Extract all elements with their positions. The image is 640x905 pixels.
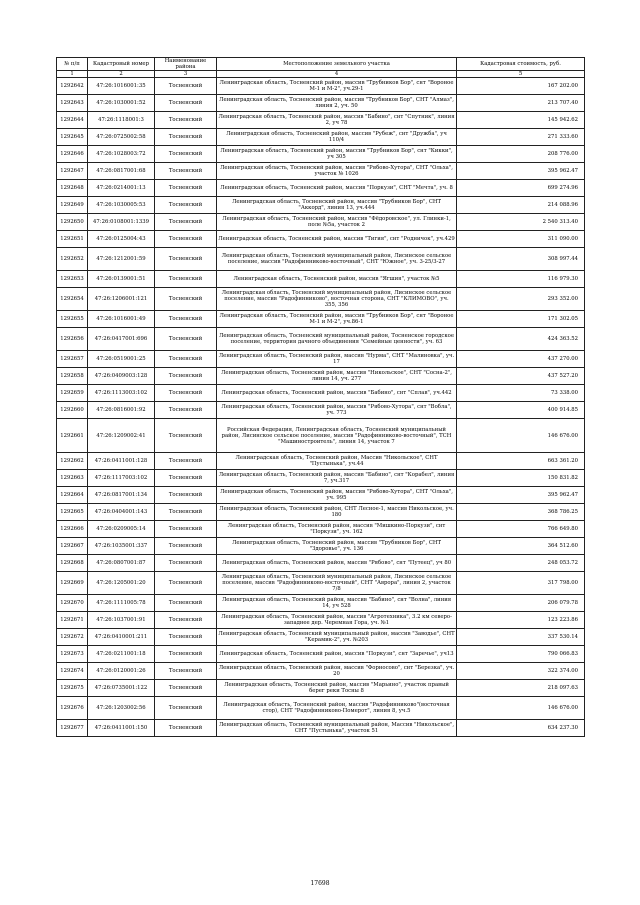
cadastral-value: 150 831.82 xyxy=(457,470,585,487)
table-row xyxy=(57,78,585,95)
cadastral-number: 47:26:0817001:68 xyxy=(88,163,155,180)
cadastral-value: 322 374.00 xyxy=(457,663,585,680)
location: Ленинградская область, Тосненский район, массив "Трубников Бор", снт "Вороное М-1 и М-2", уч.86-1 xyxy=(217,311,457,328)
table-row xyxy=(57,521,585,538)
district-name: Тосненский xyxy=(155,231,217,248)
cadastral-value: 116 979.30 xyxy=(457,271,585,288)
row-index: 1292645 xyxy=(57,129,88,146)
cadastral-number: 47:26:1035001:337 xyxy=(88,538,155,555)
district-name: Тосненский xyxy=(155,385,217,402)
cadastral-value: 311 090.00 xyxy=(457,231,585,248)
district-name: Тосненский xyxy=(155,95,217,112)
table-row xyxy=(57,248,585,271)
row-index: 1292665 xyxy=(57,504,88,521)
row-index: 1292668 xyxy=(57,555,88,572)
table-row xyxy=(57,146,585,163)
district-name: Тосненский xyxy=(155,470,217,487)
table-row xyxy=(57,368,585,385)
location: Ленинградская область, Тосненский район, массив "Бабино", снт "Волна", линия 14, уч 528 xyxy=(217,595,457,612)
table-row xyxy=(57,288,585,311)
row-index: 1292659 xyxy=(57,385,88,402)
table-row xyxy=(57,402,585,419)
row-index: 1292644 xyxy=(57,112,88,129)
cadastral-value: 146 676.00 xyxy=(457,419,585,453)
cadastral-value: 146 676.00 xyxy=(457,697,585,720)
cadastral-number: 47:26:1037001:91 xyxy=(88,612,155,629)
table-row xyxy=(57,538,585,555)
row-index: 1292677 xyxy=(57,720,88,737)
location: Ленинградская область, Тосненский район, массив "Трубников Бор", СНТ "Алмаз", линия 2, уч. 50 xyxy=(217,95,457,112)
location: Ленинградская область, Тосненский район, массив "Марьино", участок правый берег реки Тосны 8 xyxy=(217,680,457,697)
cadastral-number: 47:26:1205001:20 xyxy=(88,572,155,595)
cadastral-number: 47:26:1016001:49 xyxy=(88,311,155,328)
header-location: Местоположение земельного участка xyxy=(217,58,457,71)
district-name: Тосненский xyxy=(155,146,217,163)
cadastral-number: 47:26:0404001:143 xyxy=(88,504,155,521)
cadastral-value: 337 530.14 xyxy=(457,629,585,646)
district-name: Тосненский xyxy=(155,78,217,95)
district-name: Тосненский xyxy=(155,402,217,419)
row-index: 1292674 xyxy=(57,663,88,680)
cadastral-value: 208 776.00 xyxy=(457,146,585,163)
cadastral-value: 400 914.85 xyxy=(457,402,585,419)
location: Ленинградская область, Тосненский район, Массив "Никольское", СНТ "Пустынька", уч.44 xyxy=(217,453,457,470)
table-row xyxy=(57,680,585,697)
district-name: Тосненский xyxy=(155,663,217,680)
cadastral-number: 47:26:0409003:128 xyxy=(88,368,155,385)
location: Ленинградская область, Тосненский район, массив "Фёдоровское", ул. Глинки-1, поле №5а, участок 2 xyxy=(217,214,457,231)
district-name: Тосненский xyxy=(155,504,217,521)
location: Ленинградская область, Тосненский муниципальный район, Массив "Никольское", СНТ "Пустынька", участок 51 xyxy=(217,720,457,737)
row-index: 1292649 xyxy=(57,197,88,214)
table-row xyxy=(57,697,585,720)
table-row xyxy=(57,504,585,521)
column-number: 2 xyxy=(88,71,155,78)
district-name: Тосненский xyxy=(155,288,217,311)
cadastral-number: 47:26:1113003:102 xyxy=(88,385,155,402)
cadastral-value: 663 361.20 xyxy=(457,453,585,470)
row-index: 1292652 xyxy=(57,248,88,271)
cadastral-value: 308 997.44 xyxy=(457,248,585,271)
cadastral-number: 47:26:1117003:102 xyxy=(88,470,155,487)
row-index: 1292642 xyxy=(57,78,88,95)
table-row xyxy=(57,595,585,612)
cadastral-value: 73 338.00 xyxy=(457,385,585,402)
location: Ленинградская область, Тосненский район, массив "Рябово-Хутора", СНТ "Ольха", уч. 995 xyxy=(217,487,457,504)
table-row xyxy=(57,311,585,328)
cadastral-number: 47:26:0410001:211 xyxy=(88,629,155,646)
location: Ленинградская область, Тосненский район, массив "Тигия", снт "Родничок", уч.429 xyxy=(217,231,457,248)
location: Ленинградская область, Тосненский район, массив "Поркузи", СНТ "Мечта", уч. 8 xyxy=(217,180,457,197)
district-name: Тосненский xyxy=(155,595,217,612)
page-number: 17698 xyxy=(310,880,330,887)
location: Ленинградская область, Тосненский район, массив "Трубников Бор", снт "Кикки", уч 305 xyxy=(217,146,457,163)
district-name: Тосненский xyxy=(155,555,217,572)
cadastral-number: 47:26:0519001:25 xyxy=(88,351,155,368)
district-name: Тосненский xyxy=(155,112,217,129)
cadastral-value: 317 798.00 xyxy=(457,572,585,595)
table-body xyxy=(57,78,585,737)
table-row xyxy=(57,129,585,146)
location: Ленинградская область, Тосненский район, массив "Рубеж", снт "Дружба", уч 110/4 xyxy=(217,129,457,146)
cadastral-value: 206 079.78 xyxy=(457,595,585,612)
cadastral-number: 47:26:1212001:59 xyxy=(88,248,155,271)
cadastral-value: 218 097.63 xyxy=(457,680,585,697)
district-name: Тосненский xyxy=(155,612,217,629)
cadastral-number: 47:26:0108001:1339 xyxy=(88,214,155,231)
district-name: Тосненский xyxy=(155,248,217,271)
cadastral-number: 47:26:0816001:92 xyxy=(88,402,155,419)
row-index: 1292658 xyxy=(57,368,88,385)
location: Ленинградская область, Тосненский район, массив "Трубников Бор", СНТ "Аккорд", линия 13, уч.444 xyxy=(217,197,457,214)
row-index: 1292667 xyxy=(57,538,88,555)
table-row xyxy=(57,351,585,368)
row-index: 1292671 xyxy=(57,612,88,629)
table-row xyxy=(57,163,585,180)
cadastral-value: 395 962.47 xyxy=(457,163,585,180)
cadastral-number: 47:26:0139001:51 xyxy=(88,271,155,288)
district-name: Тосненский xyxy=(155,311,217,328)
cadastral-value: 2 540 313.40 xyxy=(457,214,585,231)
table-row xyxy=(57,385,585,402)
cadastral-number: 47:26:0417001:696 xyxy=(88,328,155,351)
location: Ленинградская область, Тосненский муниципальный район, Лисинское сельское поселение, массив "Радофинниково", восточная сторона, СНТ "КЛИМОВО", уч. 355, 356 xyxy=(217,288,457,311)
row-index: 1292657 xyxy=(57,351,88,368)
table-row xyxy=(57,555,585,572)
column-number: 3 xyxy=(155,71,217,78)
table-row xyxy=(57,231,585,248)
location: Ленинградская область, Тосненский муниципальный район, Лисинское сельское поселение, массив "Радофинниково-восточный", СНТ "Аврора", линия 2, участок 7/8 xyxy=(217,572,457,595)
location: Ленинградская область, Тосненский район, массив "Мишкино-Поркузи", снт "Поркузи", уч. 162 xyxy=(217,521,457,538)
header-cadastral-value: Кадастровая стоимость, руб. xyxy=(457,58,585,71)
cadastral-value: 248 053.72 xyxy=(457,555,585,572)
cadastral-number: 47:26:1030005:53 xyxy=(88,197,155,214)
row-index: 1292663 xyxy=(57,470,88,487)
district-name: Тосненский xyxy=(155,629,217,646)
row-index: 1292675 xyxy=(57,680,88,697)
cadastral-value: 766 649.80 xyxy=(457,521,585,538)
district-name: Тосненский xyxy=(155,680,217,697)
location: Ленинградская область, Тосненский район, массив "Никольское", СНТ "Сосна-2", линия 14, уч. 277 xyxy=(217,368,457,385)
location: Ленинградская область, Тосненский муниципальный район, массив "Заводье", СНТ "Керамик-2", уч. №203 xyxy=(217,629,457,646)
table-row xyxy=(57,572,585,595)
cadastral-number: 47:26:0214001:13 xyxy=(88,180,155,197)
row-index: 1292661 xyxy=(57,419,88,453)
district-name: Тосненский xyxy=(155,646,217,663)
cadastral-value: 271 333.60 xyxy=(457,129,585,146)
district-name: Тосненский xyxy=(155,180,217,197)
cadastral-value: 437 270.00 xyxy=(457,351,585,368)
cadastral-value: 171 302.05 xyxy=(457,311,585,328)
cadastral-number: 47:26:0411001:128 xyxy=(88,453,155,470)
district-name: Тосненский xyxy=(155,271,217,288)
cadastral-number: 47:26:0411001:150 xyxy=(88,720,155,737)
location: Ленинградская область, Тосненский район, массив "Рябово-Хутора", СНТ "Ольха", участок № 1026 xyxy=(217,163,457,180)
district-name: Тосненский xyxy=(155,487,217,504)
row-index: 1292648 xyxy=(57,180,88,197)
district-name: Тосненский xyxy=(155,697,217,720)
district-name: Тосненский xyxy=(155,197,217,214)
district-name: Тосненский xyxy=(155,419,217,453)
cadastral-value: 145 942.62 xyxy=(457,112,585,129)
cadastral-value: 790 066.83 xyxy=(457,646,585,663)
row-index: 1292666 xyxy=(57,521,88,538)
location: Ленинградская область, Тосненский район, массив "Трубников Бор", СНТ "Здоровье", уч. 136 xyxy=(217,538,457,555)
cadastral-value: 395 962.47 xyxy=(457,487,585,504)
location: Ленинградская область, Тосненский район, массив "Ягшия", участок №5 xyxy=(217,271,457,288)
row-index: 1292670 xyxy=(57,595,88,612)
row-index: 1292676 xyxy=(57,697,88,720)
cadastral-value-table xyxy=(56,57,585,737)
cadastral-value: 634 237.30 xyxy=(457,720,585,737)
cadastral-number: 47:26:1203002:56 xyxy=(88,697,155,720)
table-row xyxy=(57,453,585,470)
row-index: 1292653 xyxy=(57,271,88,288)
location: Ленинградская область, Тосненский район, массив "Поркузи", снт "Заречье", уч13 xyxy=(217,646,457,663)
column-number: 5 xyxy=(457,71,585,78)
table-row xyxy=(57,214,585,231)
table-row xyxy=(57,470,585,487)
district-name: Тосненский xyxy=(155,720,217,737)
table-row xyxy=(57,271,585,288)
table-row xyxy=(57,180,585,197)
location: Ленинградская область, Тосненский муниципальный район, Лисинское сельское поселение, массив "Радофинниково-восточный", СНТ "Южное", уч. 3-25/3-27 xyxy=(217,248,457,271)
district-name: Тосненский xyxy=(155,129,217,146)
table-row xyxy=(57,197,585,214)
cadastral-number: 47:26:1206001:121 xyxy=(88,288,155,311)
location: Российская Федерация, Ленинградская область, Тосненский муниципальный район, Лисинское сельское поселение, массив "Радофинниково-восточный", ТСН "Машиностроитель", линия 14, участок 7 xyxy=(217,419,457,453)
location: Ленинградская область, Тосненский муниципальный район, Тосненское городское поселение, территория дачного объединения "Семейные ценности", уч. 63 xyxy=(217,328,457,351)
district-name: Тосненский xyxy=(155,163,217,180)
cadastral-value: 364 512.60 xyxy=(457,538,585,555)
district-name: Тосненский xyxy=(155,572,217,595)
table-row xyxy=(57,112,585,129)
row-index: 1292654 xyxy=(57,288,88,311)
table-row xyxy=(57,419,585,453)
table-row xyxy=(57,646,585,663)
header-district: Наименование района xyxy=(155,58,217,71)
cadastral-value: 368 786.25 xyxy=(457,504,585,521)
cadastral-number: 47:26:0120001:26 xyxy=(88,663,155,680)
district-name: Тосненский xyxy=(155,521,217,538)
location: Ленинградская область, Тосненский район, массив "Бабино", снт "Спутник", линия 2, уч 78 xyxy=(217,112,457,129)
district-name: Тосненский xyxy=(155,538,217,555)
cadastral-number: 47:26:1016001:35 xyxy=(88,78,155,95)
cadastral-value: 123 223.86 xyxy=(457,612,585,629)
cadastral-number: 47:26:0817001:134 xyxy=(88,487,155,504)
location: Ленинградская область, Тосненский район, массив "Нурма", СНТ "Малиновка", уч. 17 xyxy=(217,351,457,368)
cadastral-number: 47:26:1028003:72 xyxy=(88,146,155,163)
column-number-row xyxy=(57,71,585,78)
row-index: 1292646 xyxy=(57,146,88,163)
cadastral-value: 167 202.00 xyxy=(457,78,585,95)
location: Ленинградская область, Тосненский район, СНТ Лесное-1, массив Никольское, уч. 180 xyxy=(217,504,457,521)
table-row xyxy=(57,328,585,351)
district-name: Тосненский xyxy=(155,328,217,351)
header-cadastral-number: Кадастровый номер xyxy=(88,58,155,71)
cadastral-number: 47:26:0725002:58 xyxy=(88,129,155,146)
row-index: 1292660 xyxy=(57,402,88,419)
cadastral-number: 47:26:0211001:18 xyxy=(88,646,155,663)
row-index: 1292647 xyxy=(57,163,88,180)
table-row xyxy=(57,720,585,737)
row-index: 1292651 xyxy=(57,231,88,248)
row-index: 1292672 xyxy=(57,629,88,646)
row-index: 1292664 xyxy=(57,487,88,504)
location: Ленинградская область, Тосненский район, массив "Рябово-Хутора", снт "Вобла", уч. 773 xyxy=(217,402,457,419)
location: Ленинградская область, Тосненский район, массив "Радофинниково"(восточная стор), СНТ "Радофинниково-Померот", линия 8, уч.5 xyxy=(217,697,457,720)
row-index: 1292650 xyxy=(57,214,88,231)
column-number: 1 xyxy=(57,71,88,78)
cadastral-number: 47:26:0209005:14 xyxy=(88,521,155,538)
table-header-row xyxy=(57,58,585,71)
cadastral-value: 293 352.00 xyxy=(457,288,585,311)
district-name: Тосненский xyxy=(155,351,217,368)
cadastral-number: 47:26:0807001:87 xyxy=(88,555,155,572)
table-row xyxy=(57,95,585,112)
table-row xyxy=(57,487,585,504)
district-name: Тосненский xyxy=(155,453,217,470)
cadastral-value: 437 527.20 xyxy=(457,368,585,385)
row-index: 1292669 xyxy=(57,572,88,595)
location: Ленинградская область, Тосненский район, массив "Рябово", снт "Путеец", уч 80 xyxy=(217,555,457,572)
cadastral-value: 424 363.52 xyxy=(457,328,585,351)
cadastral-number: 47:26:1118001:3 xyxy=(88,112,155,129)
row-index: 1292662 xyxy=(57,453,88,470)
row-index: 1292643 xyxy=(57,95,88,112)
row-index: 1292655 xyxy=(57,311,88,328)
row-index: 1292673 xyxy=(57,646,88,663)
location: Ленинградская область, Тосненский район, массив "Бабино", снт "Корабел", линия 7, уч.317 xyxy=(217,470,457,487)
cadastral-number: 47:26:0125004:43 xyxy=(88,231,155,248)
location: Ленинградская область, Тосненский район, массив "Агротехника", 3.2 км северо-западнее дер. Черемная Гора, уч. №1 xyxy=(217,612,457,629)
location: Ленинградская область, Тосненский район, массив "Форносово", снт "Березка", уч. 20 xyxy=(217,663,457,680)
district-name: Тосненский xyxy=(155,368,217,385)
table-row xyxy=(57,612,585,629)
table-row xyxy=(57,629,585,646)
cadastral-number: 47:26:0735001:122 xyxy=(88,680,155,697)
row-index: 1292656 xyxy=(57,328,88,351)
cadastral-value: 214 088.96 xyxy=(457,197,585,214)
location: Ленинградская область, Тосненский район, массив "Бабино", снт "Сплав", уч.442 xyxy=(217,385,457,402)
table-row xyxy=(57,663,585,680)
district-name: Тосненский xyxy=(155,214,217,231)
column-number: 4 xyxy=(217,71,457,78)
cadastral-value: 699 274.96 xyxy=(457,180,585,197)
cadastral-number: 47:26:1209002:41 xyxy=(88,419,155,453)
header-index: № п/п xyxy=(57,58,88,71)
cadastral-value: 213 707.40 xyxy=(457,95,585,112)
cadastral-number: 47:26:1030001:52 xyxy=(88,95,155,112)
cadastral-number: 47:26:1111005:78 xyxy=(88,595,155,612)
location: Ленинградская область, Тосненский район, массив "Трубников Бор", снт "Вороное М-1 и М-2", уч.29-1 xyxy=(217,78,457,95)
